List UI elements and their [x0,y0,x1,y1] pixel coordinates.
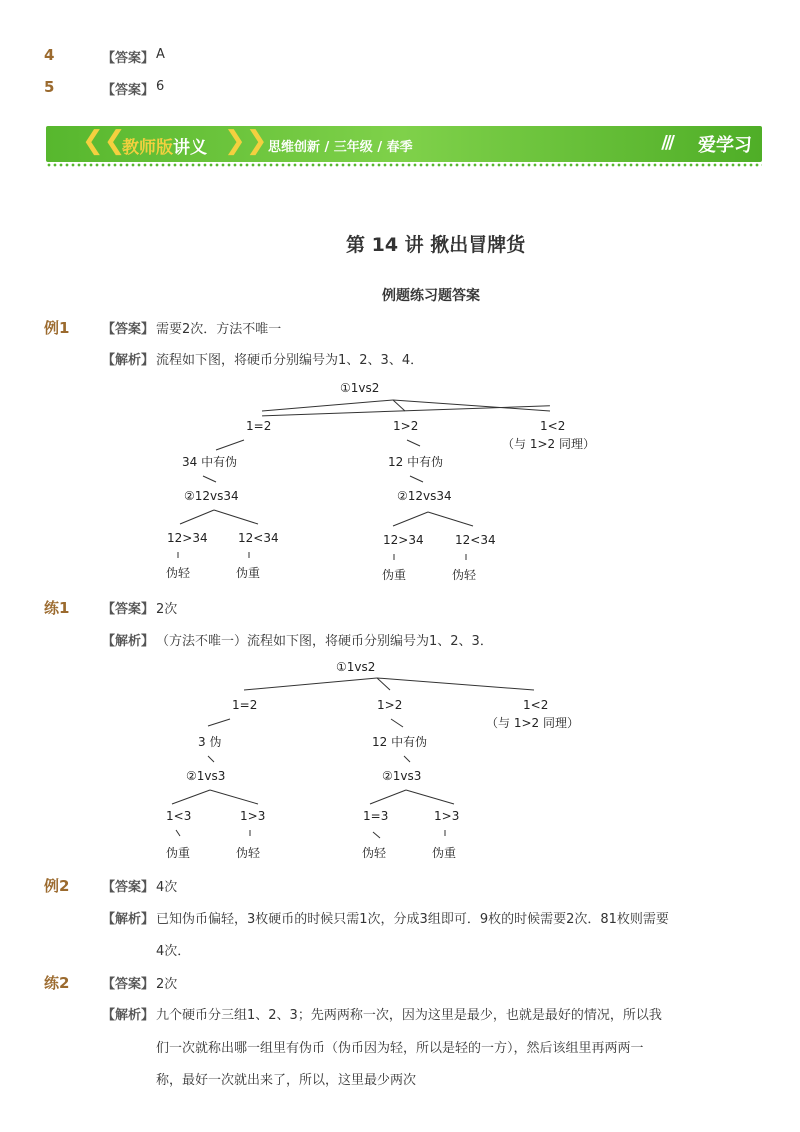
tree-branch: 1>2 [393,419,419,433]
tree-leaf: 12>34 [383,533,424,547]
practice-tag: 练2 [44,974,70,992]
tree-leaf: 1>3 [434,809,460,823]
tree-edge [391,719,403,727]
tree-edge [172,790,210,804]
analysis-label: 【解析】 [102,1008,155,1023]
tree-note: （与 1>2 同理） [502,437,595,451]
banner-subtitle: 思维创新 / 三年级 / 春季 [268,140,413,155]
tree-leaf: 1<3 [166,809,192,823]
answer-value: 6 [156,79,165,94]
item-number-5: 5 [44,78,55,96]
decision-tree-1 [0,370,800,590]
analysis-text: 流程如下图，将硬币分别编号为1、2、3、4． [156,353,424,368]
tree-node: ②12vs34 [184,489,239,503]
tree-branch: 1<2 [523,698,549,712]
example-tag: 例1 [44,319,70,337]
answer-text: 2次 [156,602,178,617]
answer-text: 4次 [156,880,178,895]
analysis-text: （方法不唯一）流程如下图，将硬币分别编号为1、2、3． [156,634,493,649]
double-chevron-left-icon: ❮❮ [82,126,126,156]
tree-node: 12 中有伪 [372,735,428,749]
tree-result: 伪重 [432,846,457,860]
tree-edge [180,510,214,524]
practice-tag: 练1 [44,599,70,617]
tree-result: 伪重 [382,568,407,582]
tree-branch: 1=2 [232,698,258,712]
tree-edge [208,719,230,726]
decision-tree-2 [0,652,800,867]
tree-result: 伪重 [236,566,261,580]
tree-edge [262,400,393,411]
tree-branch: 1<2 [540,419,566,433]
tree-edge [407,440,420,446]
analysis-text-line2: 4次． [156,944,191,959]
answer-label: 【答案】 [102,977,155,992]
analysis-text-line1: 已知伪币偏轻，3枚硬币的时候只需1次，分成3组即可．9枚的时候需要2次．81枚则需要 [156,912,669,927]
tree-edge [244,678,377,690]
tree-result: 伪轻 [166,566,191,580]
tree-result: 伪轻 [362,846,387,860]
tree-result: 伪轻 [236,846,261,860]
tree-edge [216,440,244,450]
analysis-text-line2: 们一次就称出哪一组里有伪币（伪币因为轻，所以是轻的一方），然后该组里再两两一 [156,1041,644,1056]
tree-note: （与 1>2 同理） [486,716,579,730]
tree-result: 伪轻 [452,568,477,582]
tree-edge [373,832,380,838]
tree-root: ①1vs2 [340,381,380,395]
tree-branch: 1>2 [377,698,403,712]
tree-node: 3 伪 [198,735,222,749]
analysis-label: 【解析】 [102,912,155,927]
tree-edge [377,678,390,690]
tree-edge [370,790,406,804]
tree-node: ②12vs34 [397,489,452,503]
tree-edge [428,512,473,526]
logo-mark-icon: /// [661,132,672,153]
header-banner [46,126,762,162]
answer-label: 【答案】 [102,602,155,617]
tree-leaf: 1>3 [240,809,266,823]
answer-text: 2次 [156,977,178,992]
tree-node: ②1vs3 [186,769,226,783]
section-title: 例题练习题答案 [382,288,480,304]
brand-logo: 爱学习 [698,135,752,156]
tree-edge [410,476,423,482]
tree-leaf: 12>34 [167,531,208,545]
analysis-label: 【解析】 [102,634,155,649]
example-tag: 例2 [44,877,70,895]
answer-text: 需要2次．方法不唯一 [156,322,282,337]
banner-title: 教师版讲义 [122,138,207,158]
answer-label: 【答案】 [102,322,155,337]
tree-edge [176,830,180,836]
answer-label: 【答案】 [102,83,155,98]
answer-label: 【答案】 [102,880,155,895]
tree-edge [393,400,550,411]
analysis-label: 【解析】 [102,353,155,368]
tree-edge [406,790,454,804]
tree-leaf: 1=3 [363,809,389,823]
tree-node: ②1vs3 [382,769,422,783]
tree-root: ①1vs2 [336,660,376,674]
tree-node: 12 中有伪 [388,455,444,469]
tree-edge [377,678,534,690]
banner-dotted-divider [46,163,762,167]
tree-edge [210,790,258,804]
item-number-4: 4 [44,46,55,64]
answer-label: 【答案】 [102,51,155,66]
lecture-title: 第 14 讲 揪出冒牌货 [346,234,526,256]
tree-edge [203,476,216,482]
double-chevron-right-icon: ❯❯ [224,126,268,156]
tree-branch: 1=2 [246,419,272,433]
analysis-text-line3: 称，最好一次就出来了，所以，这里最少两次 [156,1073,417,1088]
answer-value: A [156,47,165,62]
tree-result: 伪重 [166,846,191,860]
analysis-text-line1: 九个硬币分三组1、2、3；先两两称一次，因为这里是最少，也就是最好的情况，所以我 [156,1008,662,1023]
tree-node: 34 中有伪 [182,455,238,469]
tree-edge [393,400,405,411]
tree-leaf: 12<34 [455,533,496,547]
tree-leaf: 12<34 [238,531,279,545]
tree-edge [404,756,410,762]
tree-edge [393,512,428,526]
tree-edge [208,756,214,762]
tree-edge [214,510,258,524]
